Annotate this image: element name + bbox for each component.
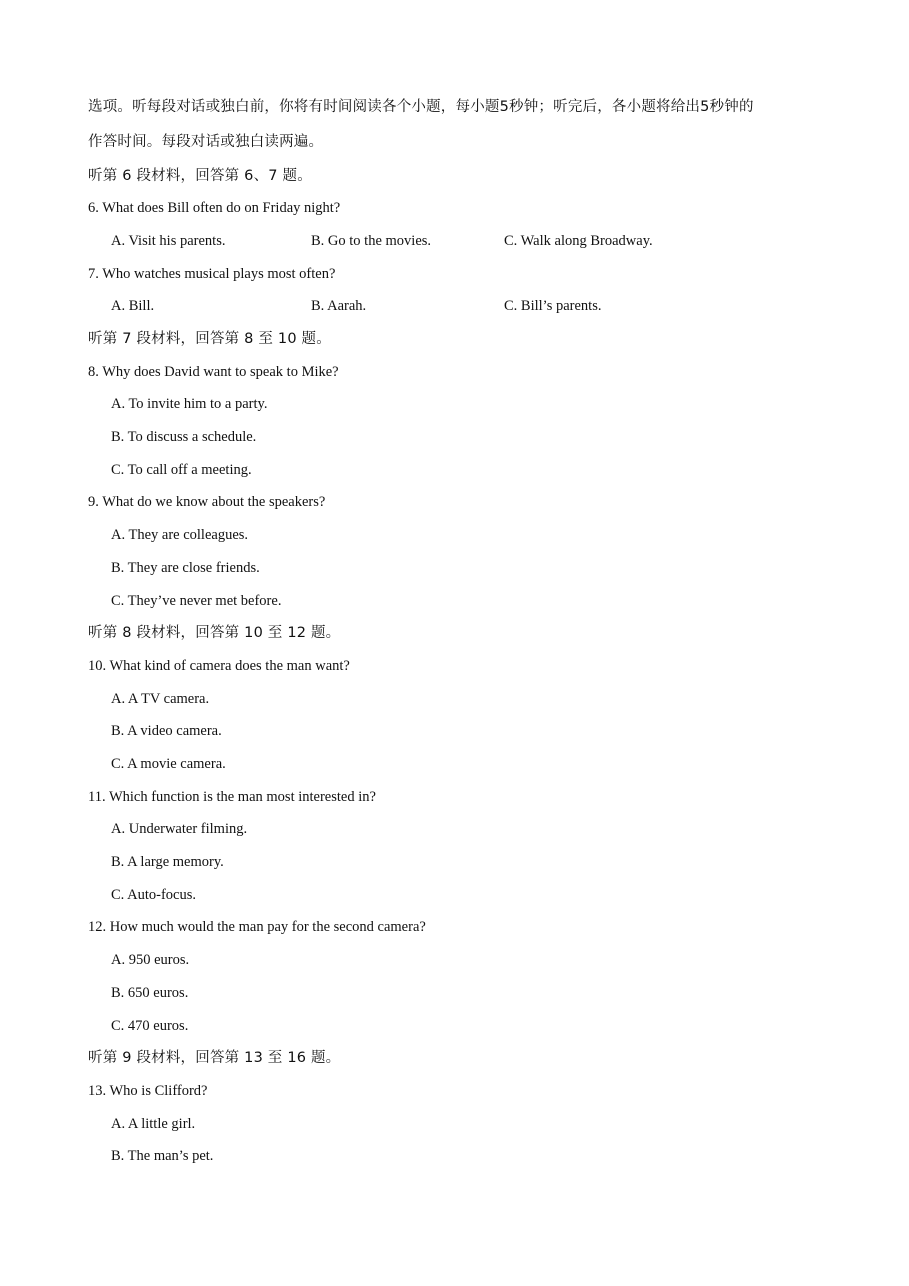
option-a: A. A TV camera. (111, 691, 210, 707)
section-heading: 听第 6 段材料，回答第 6、7 题。 (88, 168, 312, 184)
option-c: C. Auto-focus. (111, 887, 196, 903)
option-a: A. They are colleagues. (111, 527, 249, 543)
option-a: A. Underwater filming. (111, 821, 248, 837)
option-b: B. A video camera. (111, 723, 222, 739)
question-stem: 12. How much would the man pay for the second camera? (88, 919, 426, 935)
section-heading: 听第 8 段材料，回答第 10 至 12 题。 (88, 625, 341, 641)
option-a: A. A little girl. (111, 1116, 196, 1132)
option-a: A. Bill. (111, 298, 155, 314)
question-stem: 7. Who watches musical plays most often? (88, 266, 336, 282)
option-b: B. Aarah. (311, 298, 367, 314)
question-stem: 9. What do we know about the speakers? (88, 494, 326, 510)
option-b: B. The man’s pet. (111, 1148, 214, 1164)
option-a: A. To invite him to a party. (111, 396, 268, 412)
option-c: C. 470 euros. (111, 1018, 189, 1034)
option-c: C. They’ve never met before. (111, 593, 282, 609)
option-a: A. Visit his parents. (111, 233, 226, 249)
question-stem: 10. What kind of camera does the man want? (88, 658, 350, 674)
option-c: C. To call off a meeting. (111, 462, 252, 478)
option-b: B. 650 euros. (111, 985, 189, 1001)
option-b: B. Go to the movies. (311, 233, 432, 249)
question-stem: 13. Who is Clifford? (88, 1083, 208, 1099)
option-b: B. A large memory. (111, 854, 224, 870)
instruction-line-1: 选项。听每段对话或独白前，你将有时间阅读各个小题，每小题5秒钟；听完后，各小题将给出5秒钟的 (88, 99, 754, 115)
option-a: A. 950 euros. (111, 952, 190, 968)
section-heading: 听第 7 段材料，回答第 8 至 10 题。 (88, 331, 331, 347)
option-c: C. Walk along Broadway. (504, 233, 653, 249)
option-b: B. To discuss a schedule. (111, 429, 257, 445)
option-c: C. A movie camera. (111, 756, 226, 772)
option-c: C. Bill’s parents. (504, 298, 602, 314)
option-b: B. They are close friends. (111, 560, 260, 576)
question-stem: 11. Which function is the man most interested in? (88, 789, 376, 805)
question-stem: 8. Why does David want to speak to Mike? (88, 364, 339, 380)
instruction-line-2: 作答时间。每段对话或独白读两遍。 (88, 134, 324, 150)
question-stem: 6. What does Bill often do on Friday night? (88, 200, 341, 216)
section-heading: 听第 9 段材料，回答第 13 至 16 题。 (88, 1050, 341, 1066)
